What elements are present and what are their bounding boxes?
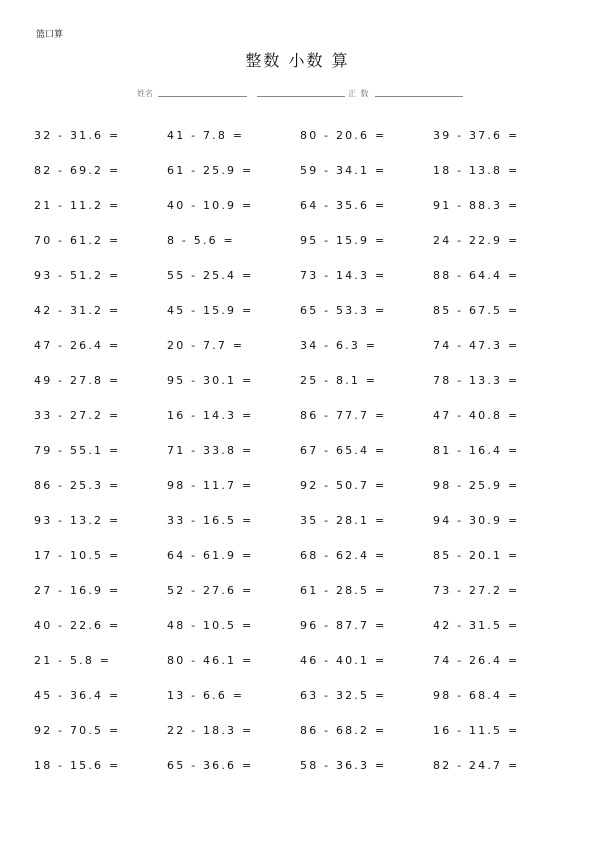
problem-item: 64 - 35.6 = bbox=[300, 199, 387, 212]
problem-item: 93 - 51.2 = bbox=[34, 269, 121, 282]
problem-item: 70 - 61.2 = bbox=[34, 234, 121, 247]
problem-item: 86 - 77.7 = bbox=[300, 409, 387, 422]
problem-item: 48 - 10.5 = bbox=[167, 619, 254, 632]
problem-item: 63 - 32.5 = bbox=[300, 689, 387, 702]
problem-item: 95 - 30.1 = bbox=[167, 374, 254, 387]
problem-item: 47 - 26.4 = bbox=[34, 339, 121, 352]
problem-item: 95 - 15.9 = bbox=[300, 234, 387, 247]
problem-item: 82 - 24.7 = bbox=[433, 759, 520, 772]
problem-item: 86 - 68.2 = bbox=[300, 724, 387, 737]
problem-item: 93 - 13.2 = bbox=[34, 514, 121, 527]
problem-item: 18 - 15.6 = bbox=[34, 759, 121, 772]
problem-item: 65 - 36.6 = bbox=[167, 759, 254, 772]
problem-item: 78 - 13.3 = bbox=[433, 374, 520, 387]
problem-item: 42 - 31.2 = bbox=[34, 304, 121, 317]
problem-item: 17 - 10.5 = bbox=[34, 549, 121, 562]
problem-item: 98 - 11.7 = bbox=[167, 479, 254, 492]
problem-item: 59 - 34.1 = bbox=[300, 164, 387, 177]
name-blank-line[interactable] bbox=[158, 96, 247, 97]
problem-item: 85 - 67.5 = bbox=[433, 304, 520, 317]
problem-item: 85 - 20.1 = bbox=[433, 549, 520, 562]
problem-item: 22 - 18.3 = bbox=[167, 724, 254, 737]
problem-item: 16 - 14.3 = bbox=[167, 409, 254, 422]
problem-item: 20 - 7.7 = bbox=[167, 339, 245, 352]
problem-item: 74 - 47.3 = bbox=[433, 339, 520, 352]
problem-item: 49 - 27.8 = bbox=[34, 374, 121, 387]
problem-item: 13 - 6.6 = bbox=[167, 689, 245, 702]
problem-item: 64 - 61.9 = bbox=[167, 549, 254, 562]
problem-item: 45 - 36.4 = bbox=[34, 689, 121, 702]
problem-item: 86 - 25.3 = bbox=[34, 479, 121, 492]
problem-item: 42 - 31.5 = bbox=[433, 619, 520, 632]
problem-item: 8 - 5.6 = bbox=[167, 234, 235, 247]
problem-item: 80 - 20.6 = bbox=[300, 129, 387, 142]
problem-item: 47 - 40.8 = bbox=[433, 409, 520, 422]
problem-item: 65 - 53.3 = bbox=[300, 304, 387, 317]
problem-item: 88 - 64.4 = bbox=[433, 269, 520, 282]
problem-item: 92 - 50.7 = bbox=[300, 479, 387, 492]
problem-item: 46 - 40.1 = bbox=[300, 654, 387, 667]
problem-item: 40 - 22.6 = bbox=[34, 619, 121, 632]
problem-item: 67 - 65.4 = bbox=[300, 444, 387, 457]
worksheet-category-label: 篮口算 bbox=[36, 30, 64, 40]
problem-item: 73 - 27.2 = bbox=[433, 584, 520, 597]
problem-item: 79 - 55.1 = bbox=[34, 444, 121, 457]
problem-item: 21 - 5.8 = bbox=[34, 654, 112, 667]
score-label: 正 数 bbox=[348, 89, 370, 98]
problem-item: 32 - 31.6 = bbox=[34, 129, 121, 142]
problem-item: 35 - 28.1 = bbox=[300, 514, 387, 527]
problem-item: 98 - 68.4 = bbox=[433, 689, 520, 702]
problem-item: 61 - 28.5 = bbox=[300, 584, 387, 597]
problem-item: 71 - 33.8 = bbox=[167, 444, 254, 457]
problem-item: 52 - 27.6 = bbox=[167, 584, 254, 597]
problem-grid bbox=[34, 126, 566, 791]
problem-item: 24 - 22.9 = bbox=[433, 234, 520, 247]
problem-item: 82 - 69.2 = bbox=[34, 164, 121, 177]
problem-item: 91 - 88.3 = bbox=[433, 199, 520, 212]
problem-item: 18 - 13.8 = bbox=[433, 164, 520, 177]
problem-item: 61 - 25.9 = bbox=[167, 164, 254, 177]
problem-item: 92 - 70.5 = bbox=[34, 724, 121, 737]
problem-item: 33 - 27.2 = bbox=[34, 409, 121, 422]
problem-item: 73 - 14.3 = bbox=[300, 269, 387, 282]
score-blank-line[interactable] bbox=[375, 96, 463, 97]
problem-item: 55 - 25.4 = bbox=[167, 269, 254, 282]
problem-item: 45 - 15.9 = bbox=[167, 304, 254, 317]
problem-item: 41 - 7.8 = bbox=[167, 129, 245, 142]
problem-item: 68 - 62.4 = bbox=[300, 549, 387, 562]
problem-item: 39 - 37.6 = bbox=[433, 129, 520, 142]
problem-item: 81 - 16.4 = bbox=[433, 444, 520, 457]
problem-item: 21 - 11.2 = bbox=[34, 199, 121, 212]
problem-item: 98 - 25.9 = bbox=[433, 479, 520, 492]
problem-item: 34 - 6.3 = bbox=[300, 339, 378, 352]
problem-item: 80 - 46.1 = bbox=[167, 654, 254, 667]
problem-item: 74 - 26.4 = bbox=[433, 654, 520, 667]
problem-item: 40 - 10.9 = bbox=[167, 199, 254, 212]
worksheet-title: 整数 小数 算 bbox=[245, 51, 350, 70]
name-label: 姓名 bbox=[137, 89, 153, 98]
problem-item: 27 - 16.9 = bbox=[34, 584, 121, 597]
date-blank-line[interactable] bbox=[257, 96, 345, 97]
problem-item: 96 - 87.7 = bbox=[300, 619, 387, 632]
problem-item: 94 - 30.9 = bbox=[433, 514, 520, 527]
problem-item: 16 - 11.5 = bbox=[433, 724, 520, 737]
problem-item: 58 - 36.3 = bbox=[300, 759, 387, 772]
problem-item: 25 - 8.1 = bbox=[300, 374, 378, 387]
problem-item: 33 - 16.5 = bbox=[167, 514, 254, 527]
